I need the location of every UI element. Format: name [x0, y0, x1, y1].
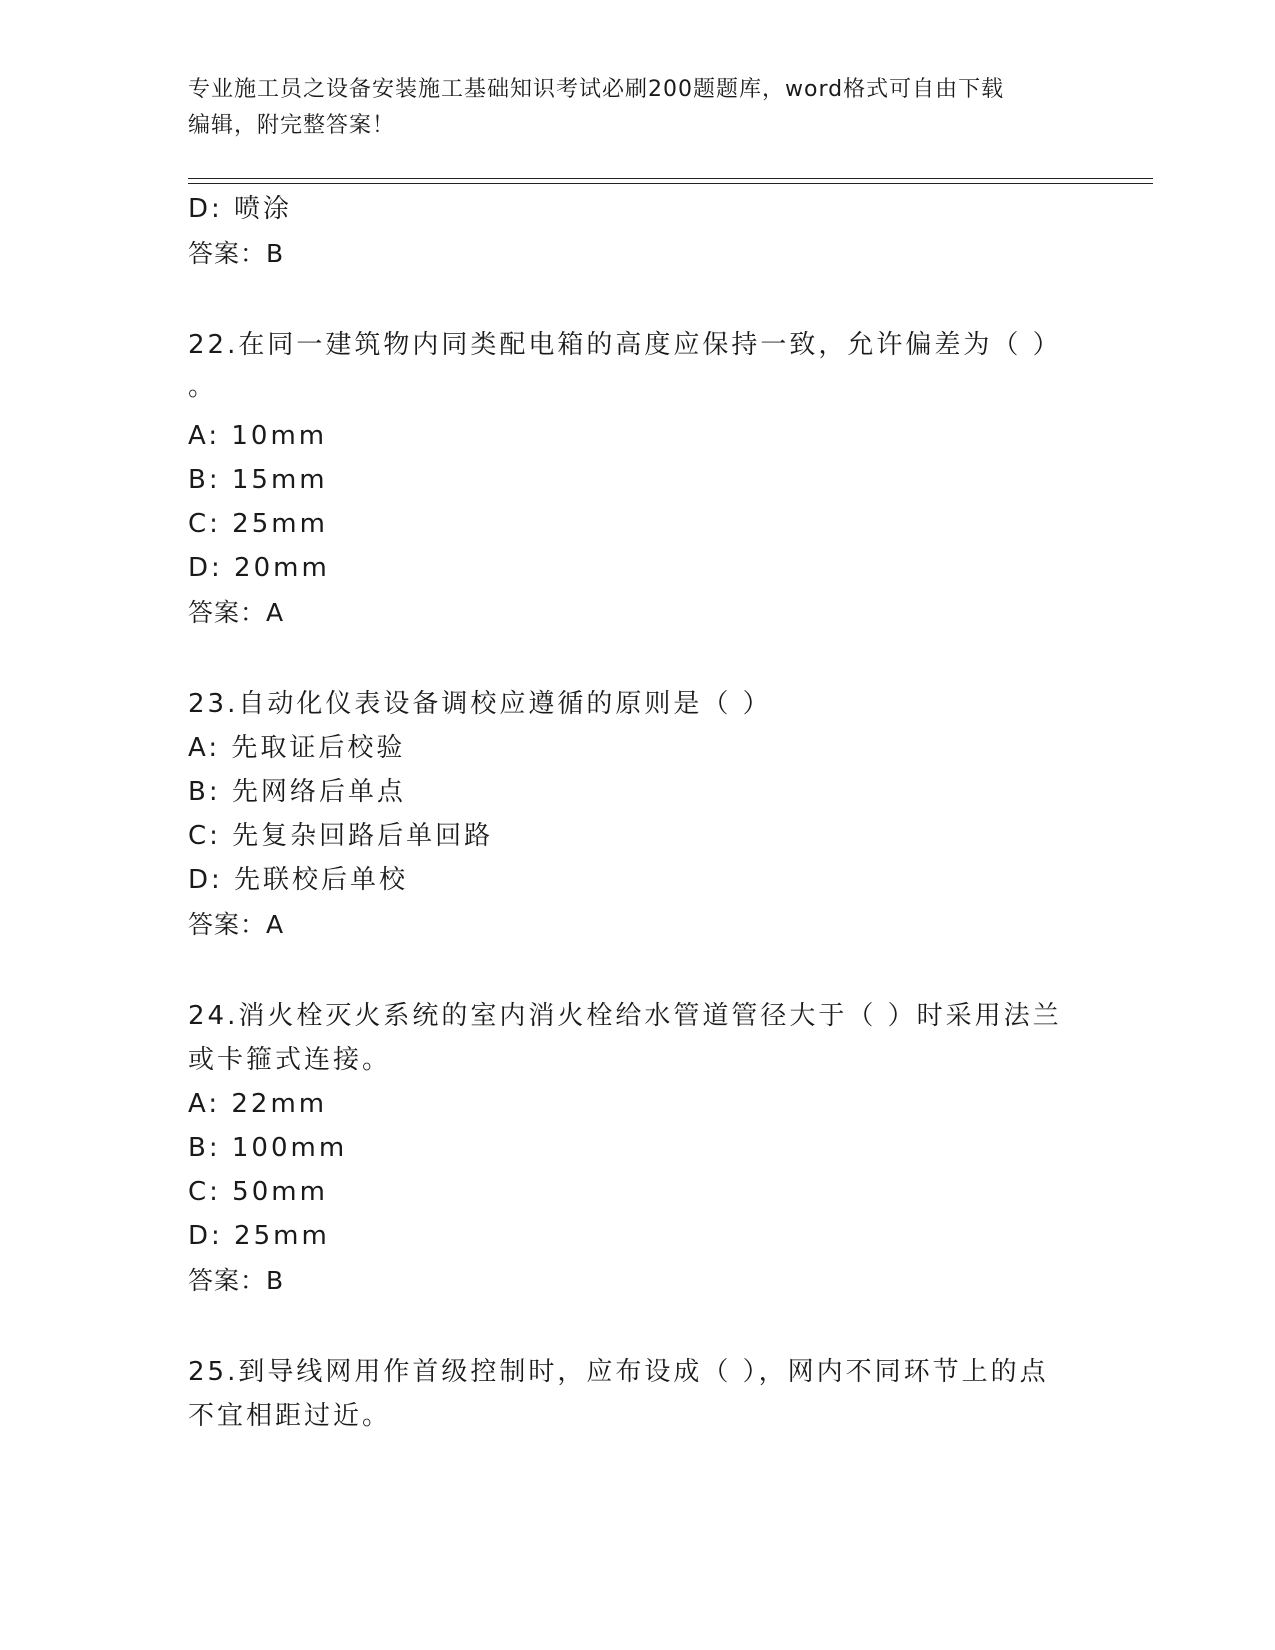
q23-option-c: C: 先复杂回路后单回路: [188, 821, 494, 851]
header-divider-bottom: [188, 183, 1153, 184]
q24-answer: 答案：B: [188, 1266, 285, 1295]
q23-option-a: A: 先取证后校验: [188, 733, 406, 763]
q25-stem-line-2: 不宜相距过近。: [188, 1401, 392, 1431]
q24-stem-line-2: 或卡箍式连接。: [188, 1045, 392, 1075]
q24-stem-line-1: 24.消火栓灭火系统的室内消火栓给水管道管径大于（ ）时采用法兰: [188, 1001, 1062, 1031]
q25-stem-line-1: 25.到导线网用作首级控制时，应布设成（ ），网内不同环节上的点: [188, 1357, 1049, 1387]
q24-option-c: C: 50mm: [188, 1177, 328, 1207]
prev-option-d: D: 喷涂: [188, 194, 293, 224]
q22-stem-line-1: 22.在同一建筑物内同类配电箱的高度应保持一致，允许偏差为（ ）: [188, 330, 1062, 360]
header-divider-top: [188, 178, 1153, 179]
q24-option-a: A: 22mm: [188, 1089, 328, 1119]
q22-option-d: D: 20mm: [188, 553, 330, 583]
q24-option-d: D: 25mm: [188, 1221, 330, 1251]
q23-answer: 答案：A: [188, 910, 285, 939]
document-header: [188, 72, 1088, 144]
q22-option-b: B: 15mm: [188, 465, 328, 495]
q22-option-c: C: 25mm: [188, 509, 328, 539]
q22-answer: 答案：A: [188, 598, 285, 627]
prev-answer: 答案：B: [188, 239, 285, 268]
q23-stem-line-1: 23.自动化仪表设备调校应遵循的原则是（ ）: [188, 689, 772, 719]
q22-stem-line-2: 。: [188, 372, 218, 402]
q24-option-b: B: 100mm: [188, 1133, 348, 1163]
header-line-1: 专业施工员之设备安装施工基础知识考试必刷200题题库，word格式可自由下载: [188, 77, 1005, 102]
q23-option-d: D: 先联校后单校: [188, 865, 409, 895]
header-line-2: 编辑，附完整答案！: [188, 113, 396, 138]
q23-option-b: B: 先网络后单点: [188, 777, 406, 807]
q22-option-a: A: 10mm: [188, 421, 328, 451]
